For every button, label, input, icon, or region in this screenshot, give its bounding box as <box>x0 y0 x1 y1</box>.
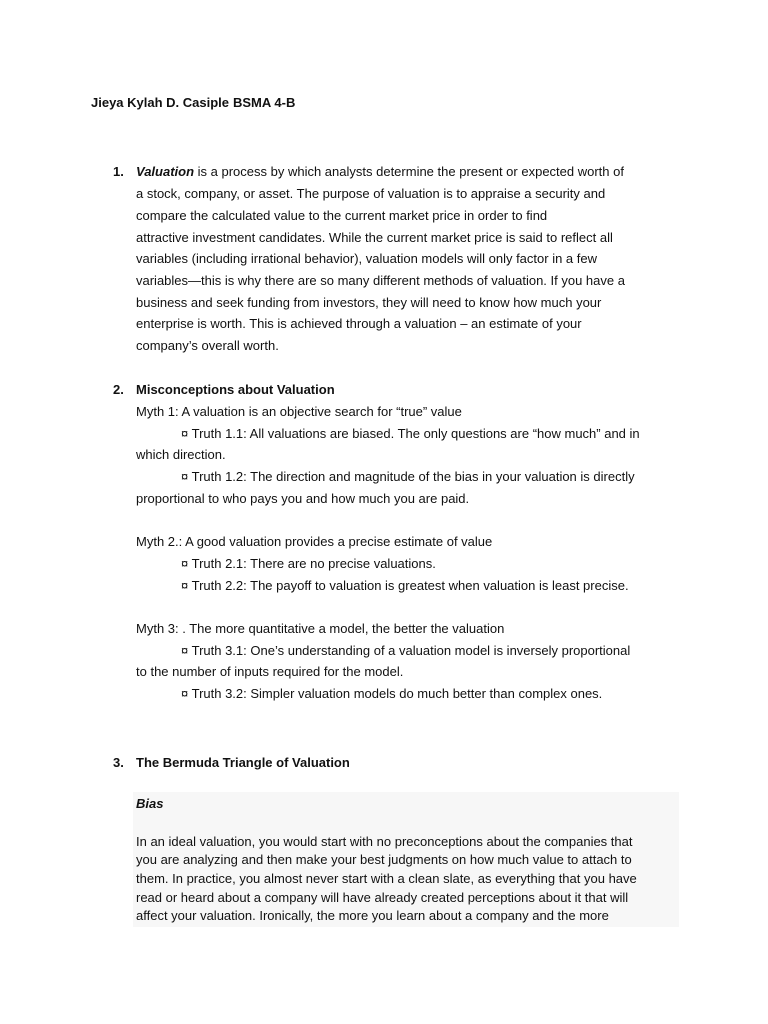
truth-1-2: ¤ Truth 1.2: The direction and magnitude of the bias in your valuation is directly <box>181 469 635 484</box>
myth-3-title: Myth 3: . The more quantitative a model, the better the valuation <box>136 621 505 636</box>
item-1-line-8: enterprise is worth. This is achieved through a valuation – an estimate of your <box>136 316 582 331</box>
class-section: BSMA 4-B <box>233 95 296 110</box>
item-1-line-1: Valuation is a process by which analysts determine the present or expected worth of <box>136 164 624 179</box>
item-1-line-3: compare the calculated value to the current market price in order to find <box>136 208 548 223</box>
bias-subheading: Bias <box>136 796 164 811</box>
item-1-number: 1. <box>113 164 124 179</box>
bias-line-1: In an ideal valuation, you would start with no preconceptions about the companies that <box>136 834 633 849</box>
bias-line-4: read or heard about a company will have already created perceptions about it that will <box>136 890 629 905</box>
myth-2-title: Myth 2.: A good valuation provides a precise estimate of value <box>136 534 493 549</box>
bias-line-2: you are analyzing and then make your best judgments on how much value to attach to <box>136 852 632 867</box>
item-1-line-9: company’s overall worth. <box>136 338 279 353</box>
truth-2-2: ¤ Truth 2.2: The payoff to valuation is greatest when valuation is least precise. <box>181 578 629 593</box>
truth-3-1: ¤ Truth 3.1: One’s understanding of a valuation model is inversely proportional <box>181 643 631 658</box>
myth-1-title: Myth 1: A valuation is an objective search for “true” value <box>136 404 462 419</box>
bias-line-5: affect your valuation. Ironically, the more you learn about a company and the more <box>136 908 609 923</box>
item-3-number: 3. <box>113 755 124 770</box>
truth-1-1-cont: which direction. <box>136 447 226 462</box>
truth-3-2: ¤ Truth 3.2: Simpler valuation models do much better than complex ones. <box>181 686 603 701</box>
item-3-heading: The Bermuda Triangle of Valuation <box>136 755 350 770</box>
item-2-heading: Misconceptions about Valuation <box>136 382 335 397</box>
truth-1-2-cont: proportional to who pays you and how much you are paid. <box>136 491 470 506</box>
item-2-number: 2. <box>113 382 124 397</box>
item-1-line-4: attractive investment candidates. While the current market price is said to reflect all <box>136 230 613 245</box>
truth-3-1-cont: to the number of inputs required for the model. <box>136 664 404 679</box>
item-1-line-7: business and seek funding from investors, they will need to know how much your <box>136 295 602 310</box>
bias-line-3: them. In practice, you almost never start with a clean slate, as everything that you have <box>136 871 637 886</box>
truth-2-1: ¤ Truth 2.1: There are no precise valuations. <box>181 556 436 571</box>
item-1-line-2: a stock, company, or asset. The purpose of valuation is to appraise a security and <box>136 186 606 201</box>
item-1-line-6: variables—this is why there are so many different methods of valuation. If you have a <box>136 273 625 288</box>
truth-1-1: ¤ Truth 1.1: All valuations are biased. The only questions are “how much” and in <box>181 426 640 441</box>
item-1-line-5: variables (including irrational behavior), valuation models will only factor in a few <box>136 251 597 266</box>
valuation-term: Valuation <box>136 164 195 179</box>
author-name: Jieya Kylah D. Casiple <box>91 95 230 110</box>
